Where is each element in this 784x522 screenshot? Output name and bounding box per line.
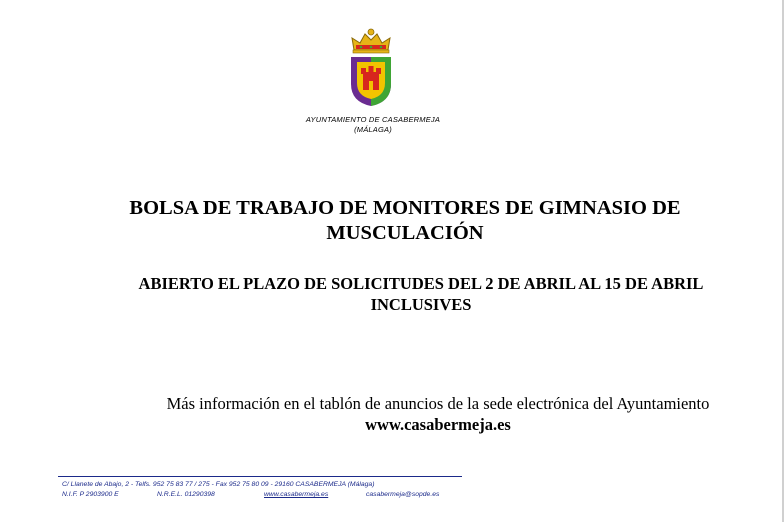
coat-of-arms-icon: [348, 28, 394, 108]
notice-subtitle: [60, 273, 782, 315]
notice-subtitle-line1: ABIERTO EL PLAZO DE SOLICITUDES DEL 2 DE ABRIL AL 15 DE ABRIL: [138, 274, 704, 293]
notice-title-line1: BOLSA DE TRABAJO DE MONITORES DE GIMNASIO DE: [129, 197, 681, 219]
more-info-website[interactable]: www.casabermeja.es: [365, 415, 511, 434]
footer-address: C/ Llanete de Abajo, 2 - Telfs. 952 75 83 77 / 275 - Fax 952 75 80 09 - 29160 CASABERMEJA (Málaga): [62, 481, 375, 488]
footer-nif: N.I.F. P 2903900 E: [62, 491, 119, 498]
more-info-text: Más información en el tablón de anuncios de la sede electrónica del Ayuntamiento: [166, 394, 710, 413]
notice-subtitle-line2: INCLUSIVES: [370, 295, 472, 314]
organization-name-line1: AYUNTAMIENTO DE CASABERMEJA: [305, 115, 441, 124]
footer-nrel: N.R.E.L. 01290398: [157, 491, 215, 498]
footer-divider: [58, 476, 462, 477]
notice-title: [60, 196, 750, 246]
footer-website-link[interactable]: www.casabermeja.es: [264, 491, 329, 498]
notice-title-line2: MUSCULACIÓN: [326, 222, 484, 244]
more-info: [80, 393, 784, 435]
organization-region: (MÁLAGA): [354, 125, 392, 134]
organization-name: [300, 115, 446, 135]
footer-email[interactable]: casabermeja@sopde.es: [366, 491, 440, 498]
